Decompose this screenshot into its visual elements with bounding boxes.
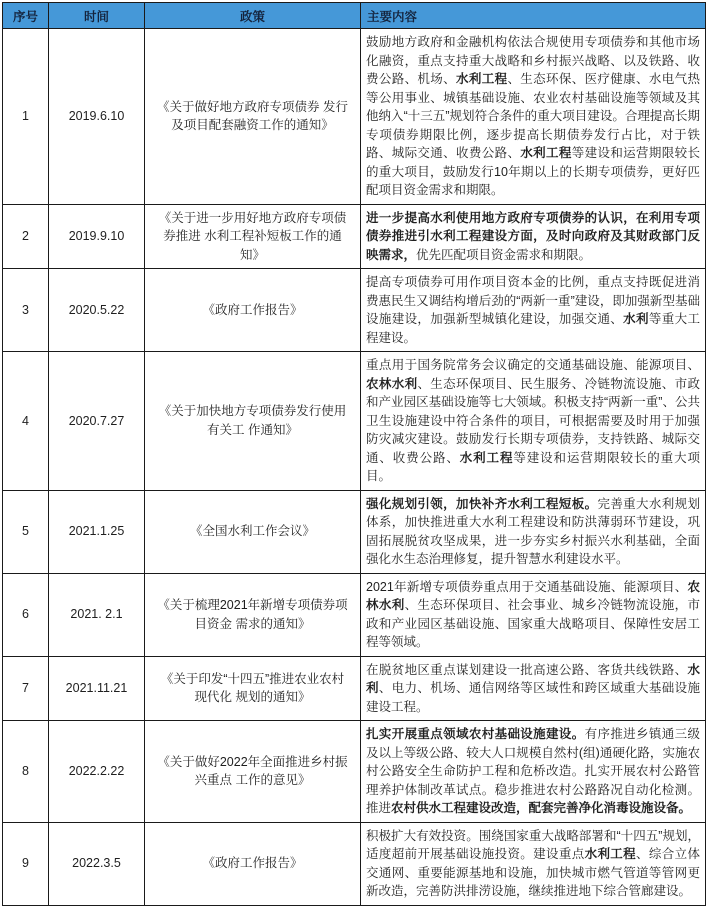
highlighted-text: 水利 xyxy=(623,312,649,326)
date-cell: 2022.2.22 xyxy=(49,721,145,823)
content-text: 在脱贫地区重点谋划建设一批高速公路、客货共线铁路、 xyxy=(366,662,688,677)
policy-title-cell: 《关于印发“十四五”推进农业农村现代化 规划的通知》 xyxy=(145,656,361,721)
header-row xyxy=(3,3,706,29)
policy-table xyxy=(2,2,706,906)
highlighted-text: 水利工程 xyxy=(459,450,514,465)
table-row xyxy=(3,490,706,573)
policy-title-cell: 《全国水利工作会议》 xyxy=(145,490,361,573)
row-number-cell: 2 xyxy=(3,204,49,269)
policy-title-cell: 《关于加快地方专项债券发行使用有关工 作通知》 xyxy=(145,352,361,491)
table-row xyxy=(3,721,706,823)
main-content-cell xyxy=(361,269,706,352)
content-text: 等建设和运营期限较长的重大项目。 xyxy=(366,450,700,483)
content-text: 等重大工程建设。 xyxy=(366,312,700,345)
content-text: 、电力、机场、通信网络等区域性和跨区域重大基础设施建设工程。 xyxy=(366,681,700,714)
content-text: 优先匹配项目资金需求和期限。 xyxy=(416,247,592,262)
policy-title-cell: 《政府工作报告》 xyxy=(145,269,361,352)
content-text: 提高专项债券可用作项目资本金的比例，重点支持既促进消费惠民生又调结构增后劲的“两新一重”建设，即加强新型基础设施建设，加强新型城镇化建设，加强交通、 xyxy=(366,275,700,326)
policy-title-cell: 《关于做好地方政府专项债券 发行及项目配套融资工作的通知》 xyxy=(145,29,361,205)
content-text: 、综合立体交通网、重要能源基地和设施，加快城市燃气管道等管网更新改造，完善防洪排涝设施，继续推进地下综合管廊建设。 xyxy=(366,847,700,898)
policy-table-head xyxy=(3,3,706,29)
date-cell: 2020.5.22 xyxy=(49,269,145,352)
column-header-no: 序号 xyxy=(3,3,49,29)
highlighted-text: 农村供水工程建设改造，配套完善净化消毒设施设备。 xyxy=(391,801,692,815)
main-content-cell xyxy=(361,490,706,573)
content-text: 、生态环保项目、社会事业、城乡冷链物流设施，市政和产业园区基础设施、国家重大战略项目、保障性安居工程等领域。 xyxy=(366,598,700,649)
highlighted-text: 水利工程 xyxy=(456,72,508,86)
main-content-cell xyxy=(361,573,706,656)
content-text: 2021年新增专项债券重点用于交通基础设施、能源项目、 xyxy=(366,579,688,594)
highlighted-text: 进一步提高水利使用地方政府专项债券的认识，在利用专项债券推进引水利工程建设方面，及时向政府及其财政部门反映需求， xyxy=(366,210,700,262)
policy-title-cell: 《政府工作报告》 xyxy=(145,822,361,905)
column-header-policy: 政策 xyxy=(145,3,361,29)
highlighted-text: 强化规划引领，加快补齐水利工程短板。 xyxy=(366,496,598,511)
policy-title-cell: 《关于做好2022年全面推进乡村振兴重点 工作的意见》 xyxy=(145,721,361,823)
date-cell: 2019.9.10 xyxy=(49,204,145,269)
date-cell: 2021.1.25 xyxy=(49,490,145,573)
highlighted-text: 农林水利 xyxy=(366,579,700,612)
content-text: 鼓励地方政府和金融机构依法合规使用专项债券和其他市场化融资，重点支持重大战略和乡村振兴战略、以及铁路、收费公路、机场、 xyxy=(366,35,700,86)
content-text: 、生态环保项目、民生服务、冷链物流设施、市政和产业园区基础设施等七大领域。积极支持“两新一重”、公共卫生设施建设中符合条件的项目，可根据需要及时用于加强防灾减灾建设。鼓励发行长期专项债券，支持铁路、城际交通、收费公路、 xyxy=(366,376,700,465)
main-content-cell xyxy=(361,352,706,491)
table-row xyxy=(3,29,706,205)
table-row xyxy=(3,573,706,656)
content-text: 等建设和运营期限较长的重大项目，鼓励发行10年期以上的长期专项债券，更好匹配项目资金需求和期限。 xyxy=(366,146,700,197)
highlighted-text: 水利工程 xyxy=(584,847,637,861)
highlighted-text: 农林水利 xyxy=(366,376,418,391)
highlighted-text: 水利工程 xyxy=(520,146,572,160)
date-cell: 2020.7.27 xyxy=(49,352,145,491)
row-number-cell: 8 xyxy=(3,721,49,823)
table-row xyxy=(3,269,706,352)
policy-title-cell: 《关于梳理2021年新增专项债券项目资金 需求的通知》 xyxy=(145,573,361,656)
table-row xyxy=(3,352,706,491)
column-header-date: 时间 xyxy=(49,3,145,29)
main-content-cell xyxy=(361,721,706,823)
table-row xyxy=(3,656,706,721)
row-number-cell: 4 xyxy=(3,352,49,491)
column-header-content: 主要内容 xyxy=(361,3,706,29)
date-cell: 2021.11.21 xyxy=(49,656,145,721)
content-text: 重点用于国务院常务会议确定的交通基础设施、能源项目、 xyxy=(366,358,700,372)
content-text: 积极扩大有效投资。围绕国家重大战略部署和“十四五”规划，适度超前开展基础设施投资。建设重点 xyxy=(366,828,700,861)
table-row xyxy=(3,822,706,905)
row-number-cell: 1 xyxy=(3,29,49,205)
main-content-cell xyxy=(361,204,706,269)
row-number-cell: 3 xyxy=(3,269,49,352)
content-text: 有序推进乡镇通三级及以上等级公路、较大人口规模自然村(组)通硬化路，实施农村公路安全生命防护工程和危桥改造。扎实开展农村公路管理养护体制改革试点。稳步推进农村公路路况自动化检测。推进 xyxy=(366,727,700,815)
row-number-cell: 5 xyxy=(3,490,49,573)
main-content-cell xyxy=(361,29,706,205)
main-content-cell xyxy=(361,656,706,721)
date-cell: 2022.3.5 xyxy=(49,822,145,905)
content-text: 、生态环保、医疗健康、水电气热等公用事业、城镇基础设施、农业农村基础设施等领域及其他纳入“十三五”规划符合条件的重大项目建设。合理提高长期专项债券期限比例，逐步提高长期债券发行占比，对于铁路、城际交通、收费公路、 xyxy=(366,72,700,160)
highlighted-text: 扎实开展重点领域农村基础设施建设。 xyxy=(366,727,585,741)
highlighted-text: 水利 xyxy=(366,662,700,695)
table-row xyxy=(3,204,706,269)
date-cell: 2021. 2.1 xyxy=(49,573,145,656)
policy-title-cell: 《关于进一步用好地方政府专项债券推进 水利工程补短板工作的通知》 xyxy=(145,204,361,269)
policy-table-body xyxy=(3,29,706,906)
date-cell: 2019.6.10 xyxy=(49,29,145,205)
main-content-cell xyxy=(361,822,706,905)
row-number-cell: 9 xyxy=(3,822,49,905)
content-text: 完善重大水利规划体系，加快推进重大水利工程建设和防洪薄弱环节建设，巩固拓展脱贫攻坚成果，进一步夯实乡村振兴水利基础，全面强化水生态治理修复，提升智慧水利建设水平。 xyxy=(366,496,700,566)
row-number-cell: 7 xyxy=(3,656,49,721)
row-number-cell: 6 xyxy=(3,573,49,656)
